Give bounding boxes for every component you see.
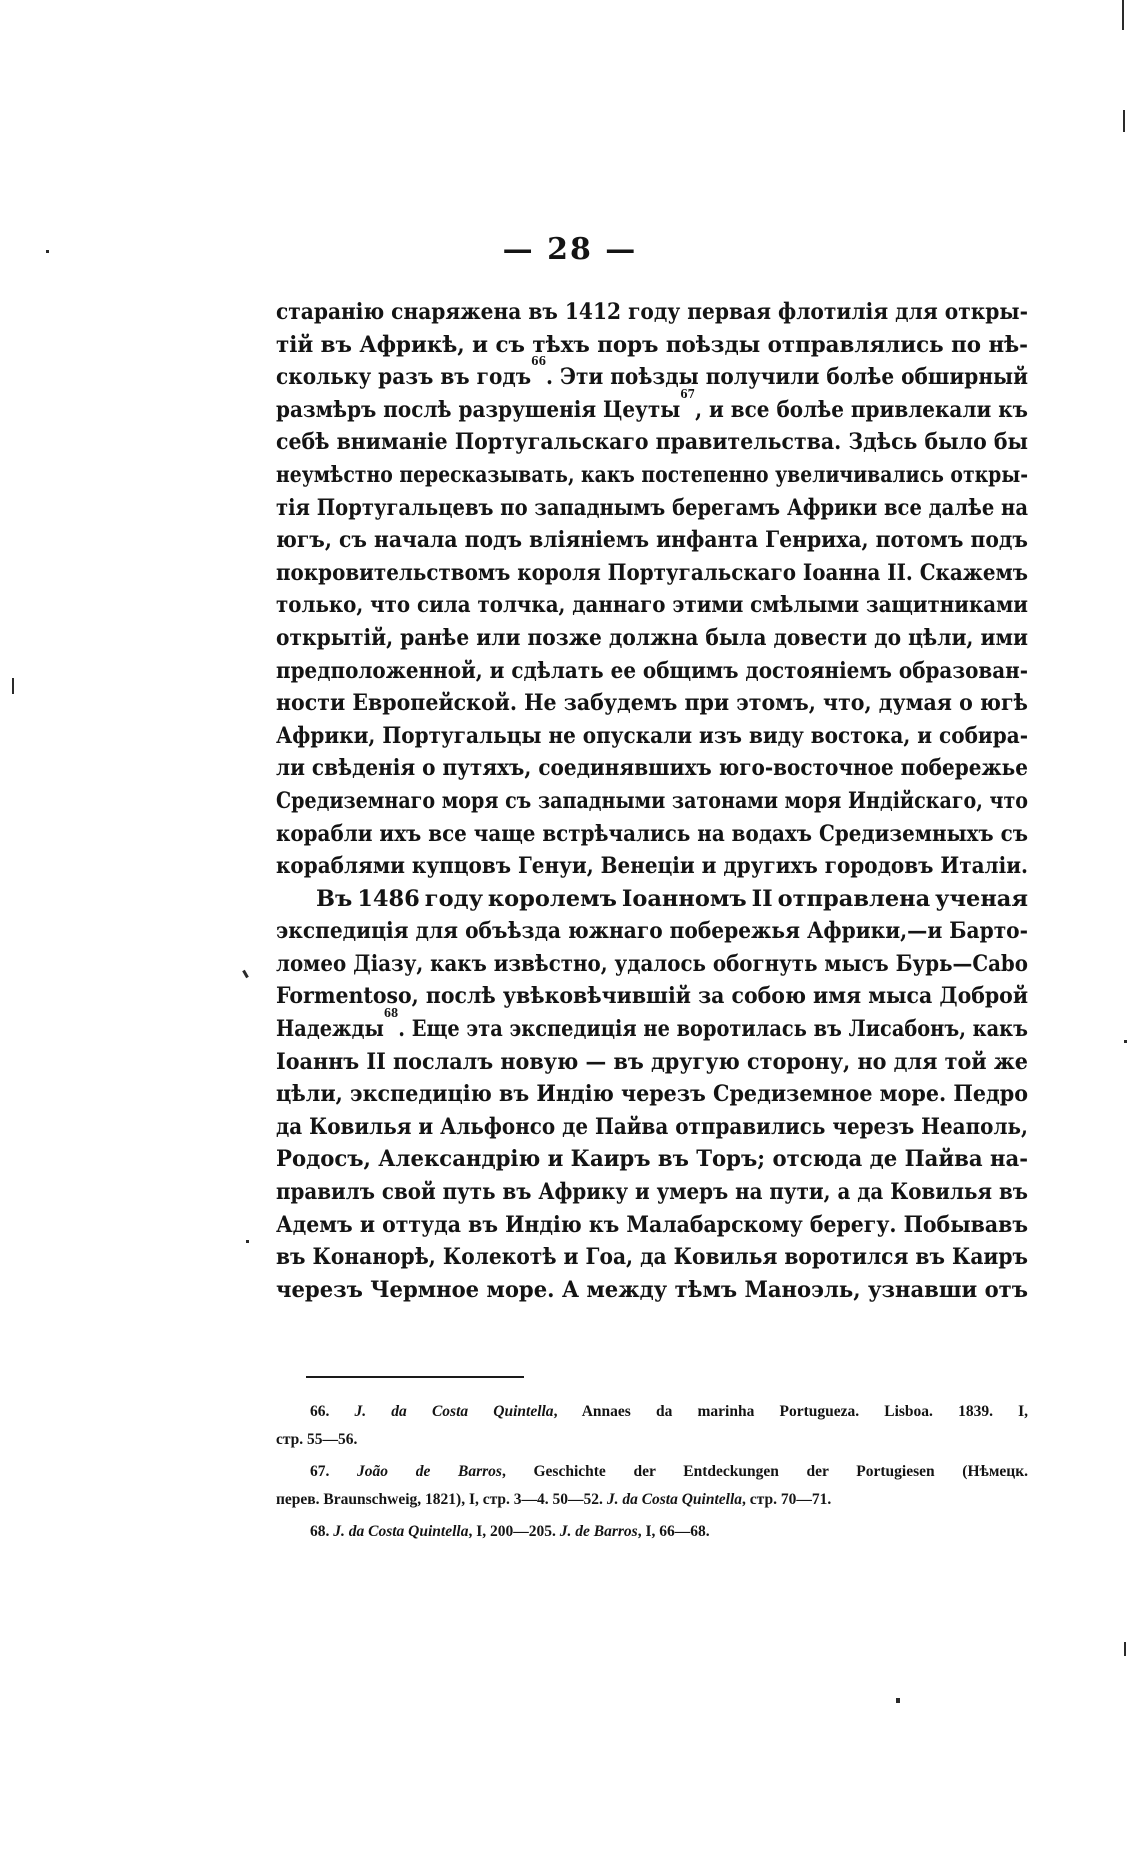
scan-speck xyxy=(1124,1040,1127,1043)
text-line: Іоаннъ II послалъ новую — въ другую сторону, но для той же xyxy=(276,1048,1028,1075)
footnote-line: 67. João de Barros, Geschichte der Entdeckungen der Portugiesen (Нѣмецк. xyxy=(310,1463,1028,1480)
text-line: тій въ Африкѣ, и съ тѣхъ поръ поѣзды отправлялись по нѣ- xyxy=(276,331,1028,358)
text-line: скольку разъ въ годъ 66 . Эти поѣзды получили болѣе обширный xyxy=(276,361,947,394)
text-line: покровительствомъ короля Португальскаго Іоанна II. Скажемъ xyxy=(276,559,1028,586)
text-line: Родосъ, Александрію и Каиръ въ Торъ; отсюда де Пайва на- xyxy=(276,1146,1028,1173)
scan-speck xyxy=(1124,1642,1126,1656)
text-line: да Ковилья и Альфонсо де Пайва отправились черезъ Неаполь, xyxy=(276,1113,1028,1140)
text-line: себѣ вниманіе Португальскаго правительства. Здѣсь было бы xyxy=(276,429,1028,456)
text-line: цѣли, экспедицію въ Индію черезъ Средиземное море. Педро xyxy=(276,1081,1028,1108)
footnote-68 xyxy=(276,1518,1028,1546)
text-line: въ Конанорѣ, Колекотѣ и Гоа, да Ковилья воротился въ Каиръ xyxy=(276,1244,1028,1271)
text-line: Formentoso, послѣ увѣковѣчившій за собою имя мыса Доброй xyxy=(276,983,1028,1010)
text-line: Африки, Португальцы не опускали изъ виду востока, и собира- xyxy=(276,722,1028,749)
text-line: кораблями купцовъ Генуи, Венеціи и другихъ городовъ Италіи. xyxy=(276,853,1028,880)
text-line: только, что сила толчка, даннаго этими смѣлыми защитниками xyxy=(276,592,1028,619)
footnote-divider xyxy=(306,1376,524,1378)
text-line: ли свѣденія о путяхъ, соединявшихъ юго-восточное побережье xyxy=(276,755,1028,782)
footnote-ref: 68 xyxy=(383,1006,399,1021)
text-line: тія Португальцевъ по западнымъ берегамъ Африки все далѣе на xyxy=(276,494,1028,521)
text-line: предположенной, и сдѣлать ее общимъ достояніемъ образован- xyxy=(276,657,1028,684)
main-text xyxy=(276,296,1028,1306)
scan-speck xyxy=(12,678,14,694)
text-line: правилъ свой путь въ Африку и умеръ на пути, а да Ковилья въ xyxy=(276,1179,1028,1206)
text-line: корабли ихъ все чаще встрѣчались на водахъ Средиземныхъ съ xyxy=(276,820,1028,847)
scan-speck xyxy=(896,1698,900,1703)
text-line: ности Европейской. Не забудемъ при этомъ, что, думая о югѣ xyxy=(276,690,1028,717)
text-line: экспедиція для объѣзда южнаго побережья Африки,—и Барто- xyxy=(276,918,1028,945)
footnote-line: перев. Braunschweig, 1821), I, стр. 3—4. 50—52. J. da Costa Quintella, стр. 70—71. xyxy=(276,1491,832,1508)
text-line: черезъ Чермное море. А между тѣмъ Маноэль, узнавши отъ xyxy=(276,1276,1028,1303)
text-line: размѣръ послѣ разрушенія Цеуты 67 , и все болѣе привлекали къ xyxy=(276,394,944,427)
scan-speck xyxy=(1123,110,1125,132)
text-line: Средиземнаго моря съ западными затонами моря Индійскаго, что xyxy=(276,787,1028,814)
paragraph xyxy=(276,296,1028,883)
scan-speck xyxy=(46,250,49,253)
text-line: старанію снаряжена въ 1412 году первая флотилія для откры- xyxy=(276,299,1028,325)
page-number: — 28 — xyxy=(502,232,638,267)
footnote-line: 66. J. da Costa Quintella, Annaes da marinha Portugueza. Lisboa. 1839. I, xyxy=(310,1403,1028,1420)
text-line: югъ, съ начала подъ вліяніемъ инфанта Генриха, потомъ подъ xyxy=(276,527,1028,554)
footnote-ref: 66 xyxy=(531,354,547,369)
text-line: открытій, ранѣе или позже должна была довести до цѣли, ими xyxy=(276,624,1028,651)
footnote-line: стр. 55—56. xyxy=(276,1431,358,1448)
scan-speck xyxy=(1122,0,1124,30)
footnote-line: 68. J. da Costa Quintella, I, 200—205. J. de Barros, I, 66—68. xyxy=(310,1523,710,1540)
scan-speck xyxy=(242,970,249,978)
footnotes xyxy=(276,1398,1028,1550)
text-line: Въ 1486 году королемъ Іоанномъ II отправлена ученая xyxy=(316,885,1028,912)
footnote-67 xyxy=(276,1458,1028,1514)
footnote-ref: 67 xyxy=(680,386,696,401)
text-line: ломео Діазу, какъ извѣстно, удалось обогнуть мысъ Бурь—Cabo xyxy=(276,950,1028,977)
paragraph xyxy=(276,883,1028,1307)
footnote-66 xyxy=(276,1398,1028,1454)
text-line: Адемъ и оттуда въ Индію къ Малабарскому берегу. Побывавъ xyxy=(276,1211,1028,1238)
text-line: Надежды 68 . Еще эта экспедиція не воротилась въ Лисабонъ, какъ xyxy=(276,1013,923,1046)
text-line: неумѣстно пересказывать, какъ постепенно увеличивались откры- xyxy=(276,461,1028,488)
scan-speck xyxy=(246,1240,249,1243)
